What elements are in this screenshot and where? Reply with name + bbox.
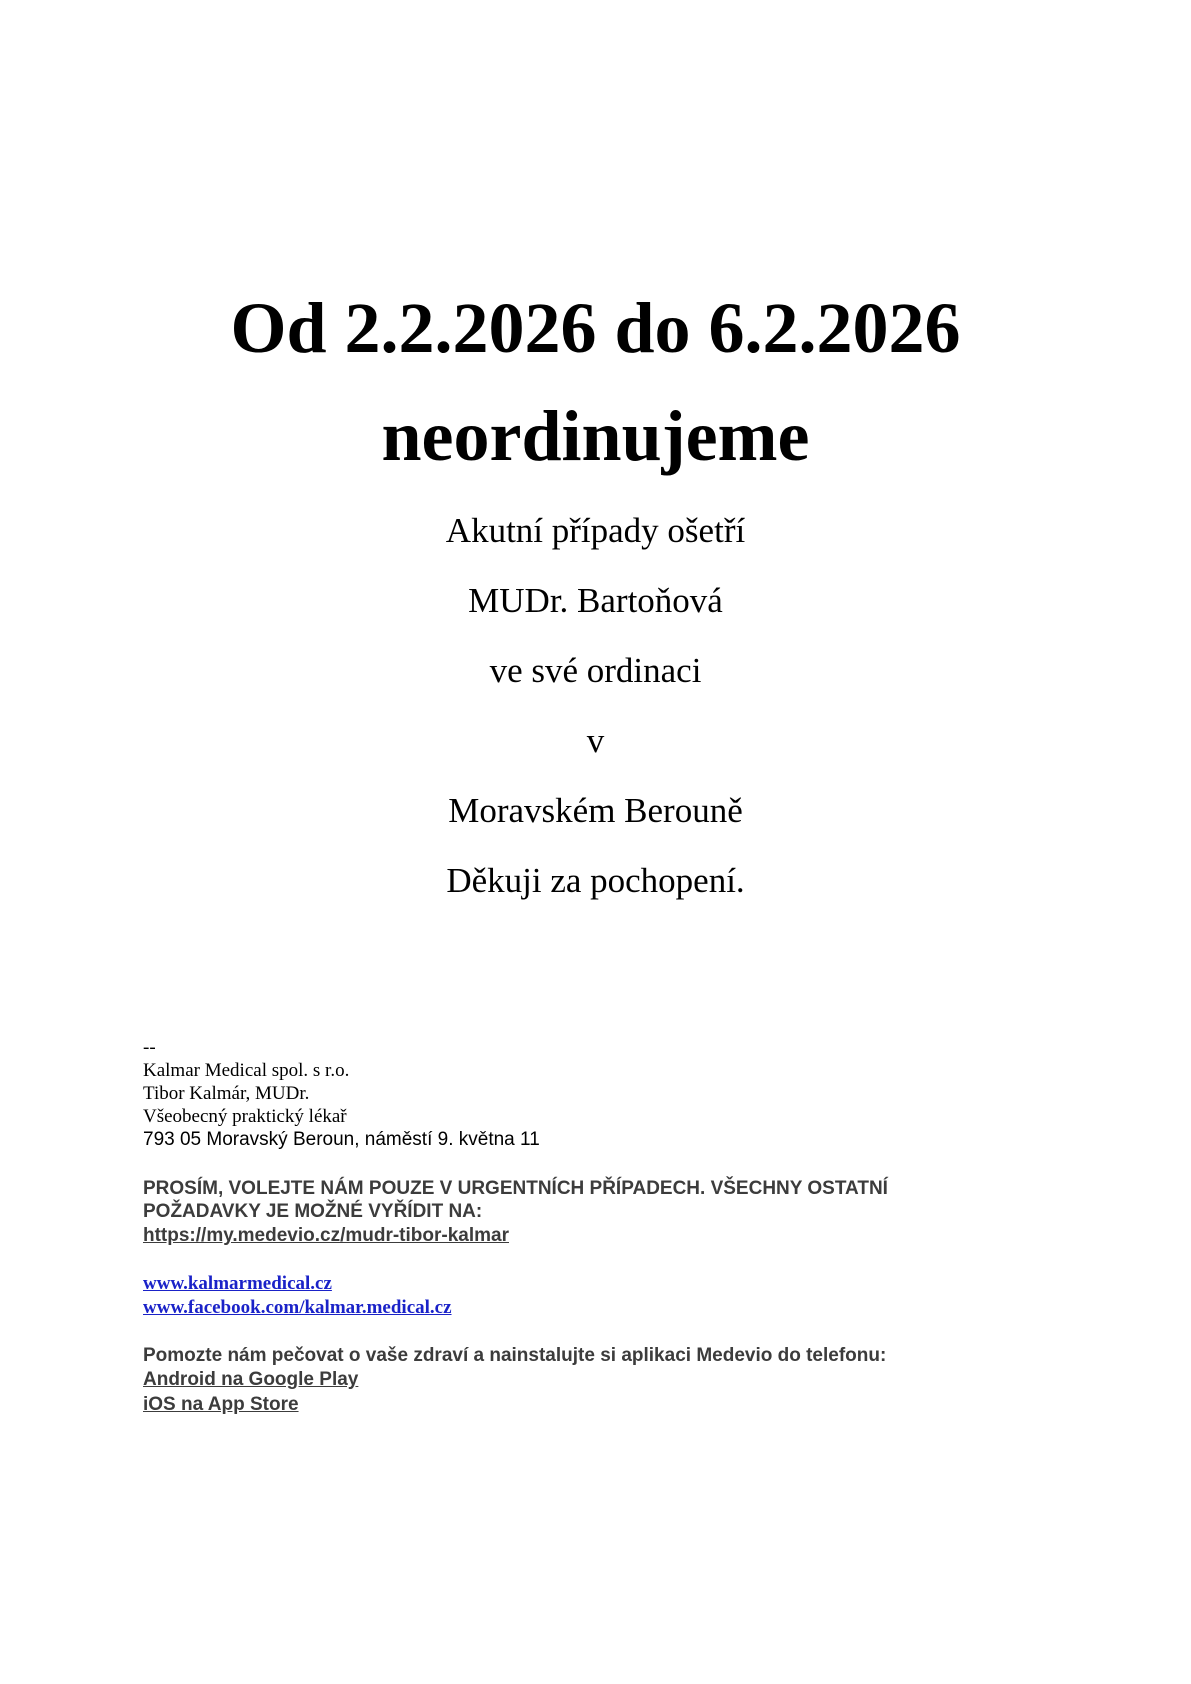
spacer xyxy=(143,1151,1103,1177)
ios-app-link[interactable]: iOS na App Store xyxy=(143,1394,299,1415)
urgent-notice-line-1: PROSÍM, VOLEJTE NÁM POUZE V URGENTNÍCH PŘÍPADECH. VŠECHNY OSTATNÍ xyxy=(143,1178,888,1199)
signature-company: Kalmar Medical spol. s r.o. xyxy=(143,1060,350,1081)
notice-line-acute-cases: Akutní případy ošetří xyxy=(445,511,746,550)
notice-line-town: Moravském Berouně xyxy=(448,791,743,830)
signature-doctor: Tibor Kalmár, MUDr. xyxy=(143,1083,310,1104)
notice-line-substitute-doctor: MUDr. Bartoňová xyxy=(468,581,723,620)
notice-line-in: v xyxy=(586,721,605,760)
notice-line-own-office: ve své ordinaci xyxy=(489,651,702,690)
spacer xyxy=(143,1248,1103,1272)
medevio-link[interactable]: https://my.medevio.cz/mudr-tibor-kalmar xyxy=(143,1225,509,1246)
signature-separator: -- xyxy=(143,1037,156,1058)
urgent-notice-line-2: POŽADAVKY JE MOŽNÉ VYŘÍDIT NA: xyxy=(143,1201,483,1222)
app-prompt: Pomozte nám pečovat o vaše zdraví a nainstalujte si aplikaci Medevio do telefonu: xyxy=(143,1345,887,1366)
notice-heading-dates: Od 2.2.2026 do 6.2.2026 xyxy=(230,288,961,368)
website-link[interactable]: www.kalmarmedical.cz xyxy=(143,1273,332,1294)
notice-block xyxy=(0,274,1191,916)
facebook-link[interactable]: www.facebook.com/kalmar.medical.cz xyxy=(143,1297,452,1318)
notice-heading-closed: neordinujeme xyxy=(381,396,810,476)
android-app-link[interactable]: Android na Google Play xyxy=(143,1369,359,1390)
signature-address: 793 05 Moravský Beroun, náměstí 9. května 11 xyxy=(143,1129,540,1150)
spacer xyxy=(143,1320,1103,1344)
signature-specialty: Všeobecný praktický lékař xyxy=(143,1106,347,1127)
notice-details xyxy=(0,496,1191,916)
email-signature xyxy=(143,1036,1103,1417)
notice-line-thanks: Děkuji za pochopení. xyxy=(446,861,745,900)
